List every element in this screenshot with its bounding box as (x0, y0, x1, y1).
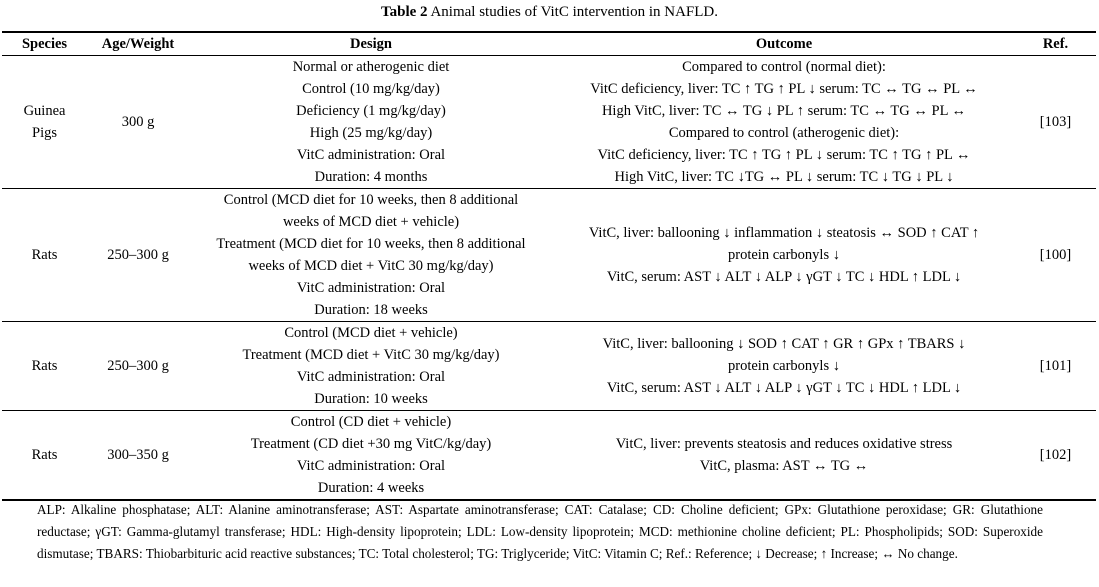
outcome-line: Compared to control (normal diet): (682, 59, 886, 75)
table-header-row (2, 32, 1096, 56)
ref-cell: [101] (1015, 322, 1096, 411)
outcome-line: VitC, plasma: AST ↔ TG ↔ (699, 458, 869, 474)
outcome-line: VitC deficiency, liver: TC ↑ TG ↑ PL ↓ serum: TC ↑ TG ↑ PL ↔ (597, 147, 971, 163)
vitc-studies-table (2, 31, 1096, 501)
table-row (2, 189, 1096, 322)
outcome-cell (553, 411, 1015, 501)
outcome-cell (553, 322, 1015, 411)
design-line: weeks of MCD diet + vehicle) (282, 214, 460, 230)
table-caption (0, 2, 1099, 22)
design-line: VitC administration: Oral (296, 458, 446, 474)
outcome-line: VitC, serum: AST ↓ ALT ↓ ALP ↓ γGT ↓ TC ↓ HDL ↑ LDL ↓ (606, 269, 962, 285)
design-cell (189, 322, 553, 411)
design-line: Duration: 18 weeks (314, 302, 428, 318)
design-cell (189, 189, 553, 322)
species-cell: Rats (2, 411, 87, 501)
design-line: Control (MCD diet + vehicle) (284, 325, 458, 341)
design-line: VitC administration: Oral (296, 369, 446, 385)
age-weight-cell: 300–350 g (87, 411, 189, 501)
outcome-line: VitC, liver: ballooning ↓ inflammation ↓ steatosis ↔ SOD ↑ CAT ↑ (588, 225, 980, 241)
table-caption-text: Animal studies of VitC intervention in NAFLD. (430, 4, 719, 20)
design-cell (189, 411, 553, 501)
column-header-design: Design (189, 32, 553, 56)
outcome-cell (553, 189, 1015, 322)
outcome-line: Compared to control (atherogenic diet): (668, 125, 900, 141)
design-line: Duration: 10 weeks (314, 391, 428, 407)
table-row (2, 322, 1096, 411)
outcome-line: protein carbonyls ↓ (728, 358, 840, 374)
design-line: High (25 mg/kg/day) (309, 125, 433, 141)
species-line: Pigs (32, 125, 57, 141)
table-row (2, 411, 1096, 501)
design-line: Control (CD diet + vehicle) (290, 414, 452, 430)
design-line: Treatment (MCD diet + VitC 30 mg/kg/day) (242, 347, 500, 363)
outcome-line: High VitC, liver: TC ↔ TG ↓ PL ↑ serum: TC ↔ TG ↔ PL ↔ (601, 103, 967, 119)
design-line: weeks of MCD diet + VitC 30 mg/kg/day) (248, 258, 494, 274)
design-line: VitC administration: Oral (296, 280, 446, 296)
species-cell (2, 56, 87, 189)
species-cell: Rats (2, 322, 87, 411)
design-line: Treatment (MCD diet for 10 weeks, then 8 additional (216, 236, 526, 252)
outcome-line: VitC, serum: AST ↓ ALT ↓ ALP ↓ γGT ↓ TC ↓ HDL ↑ LDL ↓ (606, 380, 962, 396)
outcome-line: VitC deficiency, liver: TC ↑ TG ↑ PL ↓ serum: TC ↔ TG ↔ PL ↔ (590, 81, 978, 97)
outcome-cell (553, 56, 1015, 189)
species-cell: Rats (2, 189, 87, 322)
age-weight-cell: 300 g (87, 56, 189, 189)
outcome-line: VitC, liver: ballooning ↓ SOD ↑ CAT ↑ GR ↑ GPx ↑ TBARS ↓ (602, 336, 966, 352)
outcome-line: High VitC, liver: TC ↓TG ↔ PL ↓ serum: TC ↓ TG ↓ PL ↓ (614, 169, 954, 185)
ref-cell: [100] (1015, 189, 1096, 322)
design-line: Duration: 4 weeks (317, 480, 425, 496)
design-cell (189, 56, 553, 189)
age-weight-cell: 250–300 g (87, 189, 189, 322)
table-caption-label: Table 2 (380, 4, 428, 20)
column-header-outcome: Outcome (553, 32, 1015, 56)
design-line: Control (10 mg/kg/day) (302, 81, 440, 97)
ref-cell: [102] (1015, 411, 1096, 501)
design-line: Treatment (CD diet +30 mg VitC/kg/day) (250, 436, 492, 452)
design-line: VitC administration: Oral (296, 147, 446, 163)
age-weight-cell: 250–300 g (87, 322, 189, 411)
design-line: Control (MCD diet for 10 weeks, then 8 additional (223, 192, 519, 208)
outcome-line: protein carbonyls ↓ (728, 247, 840, 263)
design-line: Normal or atherogenic diet (292, 59, 450, 75)
design-line: Deficiency (1 mg/kg/day) (296, 103, 446, 119)
column-header-ref: Ref. (1015, 32, 1096, 56)
table-footnote: ALP: Alkaline phosphatase; ALT: Alanine aminotransferase; AST: Aspartate aminotransferase; CAT: Catalase; CD: Choline deficient; GPx: Glutathione peroxidase; GR: Glutathione reductase; γGT: Gamma-glutamyl transferase; HDL: High-density lipoprotein; LDL: Low-density lipoprotein; MCD: methionine choline deficient; PL: Phospholipids; SOD: Superoxide dismutase; TBARS: Thiobarbituric acid reactive substances; TC: Total cholesterol; TG: Triglyceride; VitC: Vitamin C; Ref.: Reference; ↓ Decrease; ↑ Increase; ↔ No change. (37, 502, 1043, 561)
ref-cell: [103] (1015, 56, 1096, 189)
species-line: Guinea (23, 103, 66, 119)
column-header-species: Species (2, 32, 87, 56)
outcome-line: VitC, liver: prevents steatosis and reduces oxidative stress (615, 436, 953, 452)
table-row (2, 56, 1096, 189)
column-header-age-weight: Age/Weight (87, 32, 189, 56)
design-line: Duration: 4 months (314, 169, 428, 185)
